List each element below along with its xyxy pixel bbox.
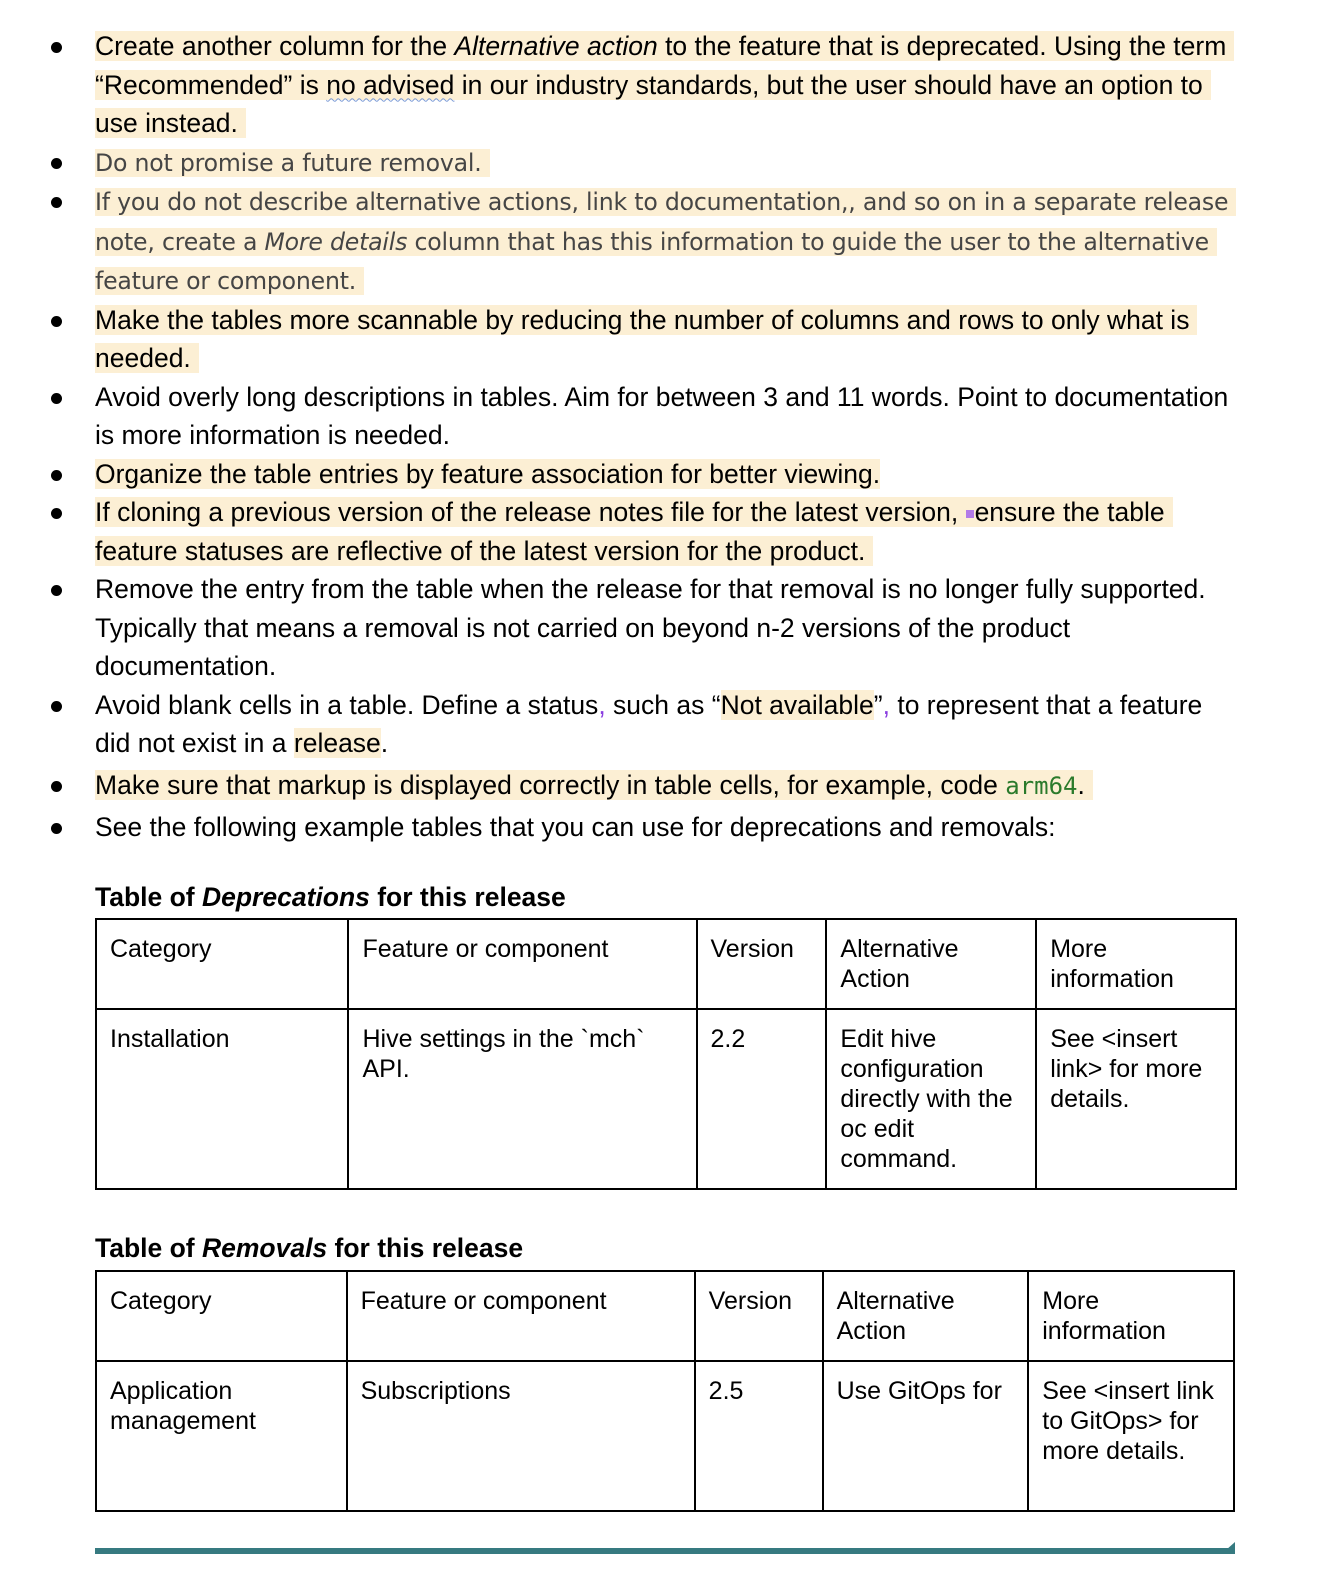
suggested-comma[interactable]: ,: [598, 689, 606, 720]
highlighted-text: If you do not describe alternative actions, link to documentation,, and so on in a separate release note, create a More details column that has this information to guide the user to the alternative feature or component.: [95, 188, 1236, 295]
table-cell[interactable]: See <insert link to GitOps> for more details.: [1028, 1361, 1234, 1511]
table-cell[interactable]: Edit hive configuration directly with the oc edit command.: [826, 1009, 1036, 1189]
table-row: [96, 1009, 1236, 1189]
header-cell[interactable]: Feature or component: [348, 919, 696, 1009]
highlighted-text: Organize the table entries by feature association for better viewing.: [95, 458, 881, 489]
bullet-icon: [51, 823, 62, 834]
list-item[interactable]: [0, 301, 1230, 378]
highlighted-text: release: [293, 728, 381, 758]
table-cell[interactable]: Subscriptions: [347, 1361, 695, 1511]
highlighted-text: Create another column for the Alternative action to the feature that is deprecated. Using the term “Recommended” is no advised in our industry standards, but the user should have an option to use instead.: [95, 31, 1234, 138]
suggested-comma[interactable]: ,: [882, 689, 890, 720]
list-item[interactable]: Avoid blank cells in a table. Define a status, such as “Not available”, to represent that a feature did not exist in a release.: [0, 686, 1230, 763]
bullet-icon: [51, 393, 62, 404]
bullet-icon: [51, 781, 62, 792]
header-cell[interactable]: Alternative Action: [823, 1271, 1029, 1361]
header-cell[interactable]: More information: [1036, 919, 1236, 1009]
highlighted-text: Do not promise a future removal.: [95, 149, 490, 177]
item-text: Remove the entry from the table when the release for that removal is no longer fully supported. Typically that means a removal is not carried on beyond n-2 versions of the product documentation.: [95, 574, 1206, 681]
header-cell[interactable]: Version: [697, 919, 827, 1009]
list-item[interactable]: [0, 493, 1230, 570]
bullet-icon: [51, 701, 62, 712]
header-cell[interactable]: Alternative Action: [826, 919, 1036, 1009]
spelling-suggestion[interactable]: no advised: [326, 69, 455, 100]
bullet-icon: [51, 197, 62, 208]
table-cell[interactable]: Use GitOps for: [823, 1361, 1029, 1511]
table-cell[interactable]: See <insert link> for more details.: [1036, 1009, 1236, 1189]
bullet-icon: [51, 42, 62, 53]
list-item[interactable]: [0, 455, 1230, 494]
italic-term: More details: [264, 227, 408, 256]
list-item[interactable]: [0, 143, 1230, 183]
table-cell[interactable]: 2.5: [695, 1361, 823, 1511]
table-cell[interactable]: 2.2: [697, 1009, 827, 1189]
deprecations-table: [95, 918, 1237, 1190]
table-row: [96, 1361, 1234, 1511]
italic-term: Alternative action: [454, 31, 658, 61]
removals-table-caption: Table of Removals for this release: [95, 1233, 524, 1263]
list-item[interactable]: [0, 766, 1230, 806]
header-cell[interactable]: More information: [1028, 1271, 1234, 1361]
highlighted-text: If cloning a previous version of the release notes file for the latest version, ensure the table feature statuses are reflective of the latest version for the product.: [95, 497, 1173, 566]
header-cell[interactable]: Version: [695, 1271, 823, 1361]
removals-table: [95, 1270, 1235, 1512]
header-cell[interactable]: Category: [96, 919, 348, 1009]
inline-code: arm64: [1005, 771, 1078, 800]
header-cell[interactable]: Feature or component: [347, 1271, 695, 1361]
section-divider-bar: [95, 1548, 1235, 1554]
bullet-icon: [51, 158, 62, 169]
table-cell[interactable]: Installation: [96, 1009, 348, 1189]
highlighted-text: Not available: [720, 689, 874, 720]
list-item[interactable]: [0, 808, 1230, 847]
deprecations-table-caption: Table of Deprecations for this release: [95, 882, 566, 912]
list-item[interactable]: [0, 27, 1230, 143]
bullet-icon: [51, 316, 62, 327]
list-item[interactable]: [0, 570, 1230, 686]
item-text: Avoid overly long descriptions in tables. Aim for between 3 and 11 words. Point to documentation is more information is needed.: [95, 381, 1229, 450]
suggestion-marker-icon[interactable]: [966, 510, 974, 518]
table-cell[interactable]: Hive settings in the `mch` API.: [348, 1009, 696, 1189]
highlighted-text: Make the tables more scannable by reducing the number of columns and rows to only what is needed.: [95, 305, 1197, 374]
header-cell[interactable]: Category: [96, 1271, 347, 1361]
guidelines-list: [0, 27, 1338, 847]
item-text: See the following example tables that you can use for deprecations and removals:: [95, 812, 1056, 842]
bullet-icon: [51, 470, 62, 481]
list-item[interactable]: [0, 378, 1230, 455]
table-header-row: [96, 1271, 1234, 1361]
bullet-icon: [51, 585, 62, 596]
table-cell[interactable]: Application management: [96, 1361, 347, 1511]
list-item[interactable]: [0, 182, 1230, 301]
table-header-row: [96, 919, 1236, 1009]
divider-corner-icon: [1226, 1542, 1235, 1550]
highlighted-text: Make sure that markup is displayed correctly in table cells, for example, code arm64.: [95, 770, 1093, 800]
bullet-icon: [51, 508, 62, 519]
